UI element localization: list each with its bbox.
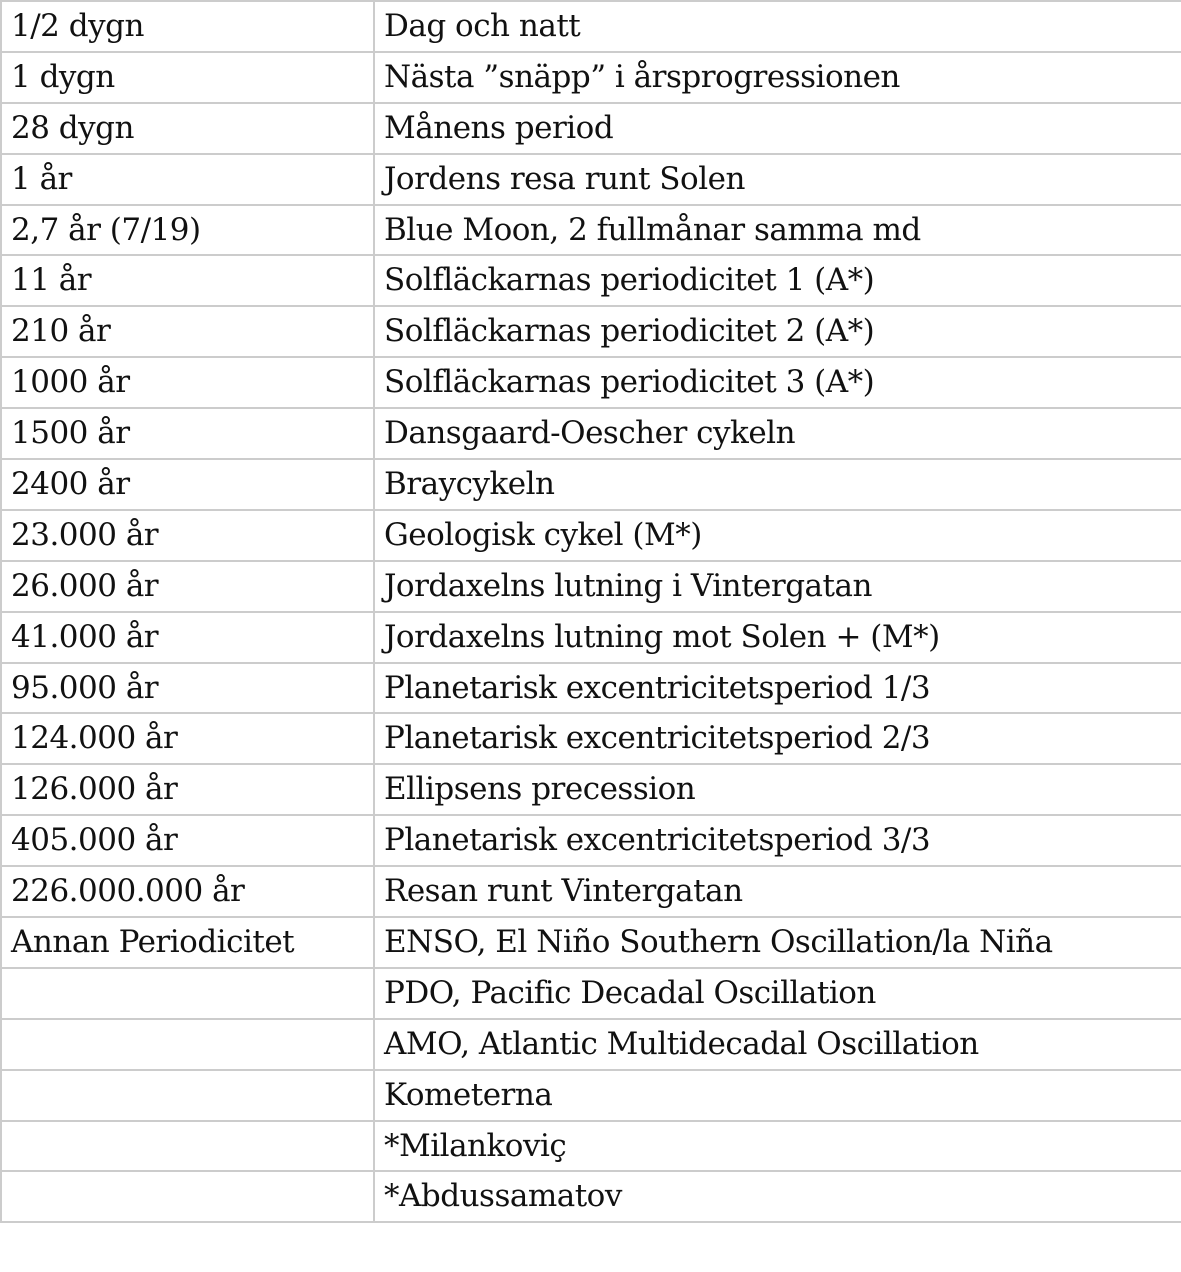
table-row: [1, 713, 1181, 764]
table-row: [1, 1070, 1181, 1121]
period-cell: 210 år: [1, 306, 374, 357]
description-cell: Kometerna: [374, 1070, 1181, 1121]
description-cell: ENSO, El Niño Southern Oscillation/la Niña: [374, 917, 1181, 968]
table-body: [1, 1, 1181, 1222]
period-cell: 1/2 dygn: [1, 1, 374, 52]
table-row: [1, 306, 1181, 357]
table-row: [1, 866, 1181, 917]
description-cell: *Abdussamatov: [374, 1171, 1181, 1222]
description-cell: Geologisk cykel (M*): [374, 510, 1181, 561]
table-row: [1, 255, 1181, 306]
period-cell: 95.000 år: [1, 663, 374, 714]
table-row: [1, 561, 1181, 612]
table-row: [1, 510, 1181, 561]
table-row: [1, 103, 1181, 154]
table-row: [1, 408, 1181, 459]
table-row: [1, 917, 1181, 968]
description-cell: AMO, Atlantic Multidecadal Oscillation: [374, 1019, 1181, 1070]
period-cell: Annan Periodicitet: [1, 917, 374, 968]
description-cell: Dag och natt: [374, 1, 1181, 52]
description-cell: Jordens resa runt Solen: [374, 154, 1181, 205]
description-cell: Braycykeln: [374, 459, 1181, 510]
description-cell: Planetarisk excentricitetsperiod 3/3: [374, 815, 1181, 866]
period-cell: 23.000 år: [1, 510, 374, 561]
period-cell: 1500 år: [1, 408, 374, 459]
description-cell: Solfläckarnas periodicitet 2 (A*): [374, 306, 1181, 357]
period-cell: 124.000 år: [1, 713, 374, 764]
description-cell: Planetarisk excentricitetsperiod 2/3: [374, 713, 1181, 764]
table-row: [1, 764, 1181, 815]
description-cell: Solfläckarnas periodicitet 3 (A*): [374, 357, 1181, 408]
table-row: [1, 1019, 1181, 1070]
period-cell: 126.000 år: [1, 764, 374, 815]
table-row: [1, 52, 1181, 103]
table-row: [1, 205, 1181, 256]
description-cell: Månens period: [374, 103, 1181, 154]
table-row: [1, 459, 1181, 510]
description-cell: Jordaxelns lutning i Vintergatan: [374, 561, 1181, 612]
table-row: [1, 1121, 1181, 1172]
table-row: [1, 968, 1181, 1019]
period-cell: 41.000 år: [1, 612, 374, 663]
period-cell: [1, 1019, 374, 1070]
description-cell: PDO, Pacific Decadal Oscillation: [374, 968, 1181, 1019]
period-cell: 28 dygn: [1, 103, 374, 154]
period-cell: 2400 år: [1, 459, 374, 510]
period-cell: 11 år: [1, 255, 374, 306]
period-cell: 26.000 år: [1, 561, 374, 612]
table-row: [1, 1171, 1181, 1222]
description-cell: *Milankoviç: [374, 1121, 1181, 1172]
description-cell: Resan runt Vintergatan: [374, 866, 1181, 917]
table-row: [1, 612, 1181, 663]
table-row: [1, 663, 1181, 714]
period-cell: 1 år: [1, 154, 374, 205]
description-cell: Ellipsens precession: [374, 764, 1181, 815]
description-cell: Blue Moon, 2 fullmånar samma md: [374, 205, 1181, 256]
period-cell: 1 dygn: [1, 52, 374, 103]
description-cell: Solfläckarnas periodicitet 1 (A*): [374, 255, 1181, 306]
description-cell: Planetarisk excentricitetsperiod 1/3: [374, 663, 1181, 714]
period-cell: 2,7 år (7/19): [1, 205, 374, 256]
period-cell: [1, 1070, 374, 1121]
period-cell: [1, 1171, 374, 1222]
description-cell: Nästa ”snäpp” i årsprogressionen: [374, 52, 1181, 103]
table-row: [1, 357, 1181, 408]
description-cell: Dansgaard-Oescher cykeln: [374, 408, 1181, 459]
table-row: [1, 154, 1181, 205]
period-cell: 405.000 år: [1, 815, 374, 866]
period-cell: [1, 1121, 374, 1172]
description-cell: Jordaxelns lutning mot Solen + (M*): [374, 612, 1181, 663]
table-row: [1, 815, 1181, 866]
period-cell: 1000 år: [1, 357, 374, 408]
period-cell: 226.000.000 år: [1, 866, 374, 917]
table-row: [1, 1, 1181, 52]
period-cell: [1, 968, 374, 1019]
